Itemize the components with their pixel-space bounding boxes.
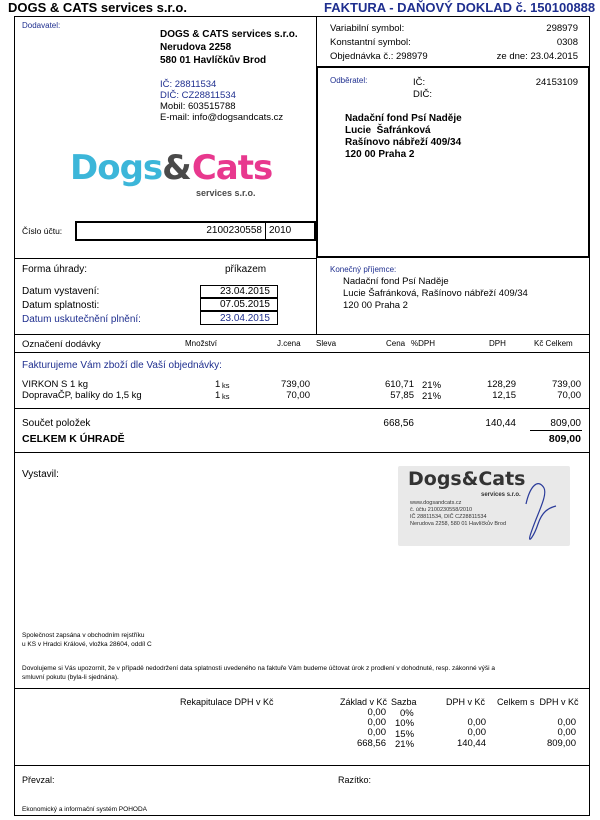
col-header-desc: Označení dodávky	[22, 339, 101, 350]
document-title: FAKTURA - DAŇOVÝ DOKLAD č. 150100888	[324, 0, 596, 15]
constant-symbol-value: 0308	[556, 37, 578, 48]
variable-symbol-label: Variabilní symbol:	[330, 23, 405, 34]
row-vat-pct: 21%	[422, 380, 442, 391]
recap-header-base: Základ v Kč	[340, 697, 388, 707]
row-qty: 1	[215, 379, 221, 390]
totals-bottom-line	[14, 452, 590, 453]
account-bank-code: 2010	[269, 225, 292, 236]
recap-rate: 15%	[395, 729, 415, 740]
taxable-date-label: Datum uskutečnění plnění:	[22, 314, 141, 325]
issue-date-label: Datum vystavení:	[22, 286, 100, 297]
account-box-divider	[265, 222, 266, 240]
row-unit: ks	[222, 381, 230, 390]
table-intro: Fakturujeme Vám zboží dle Vaší objednávky:	[22, 360, 222, 371]
customer-box	[316, 66, 590, 258]
payment-form-label: Forma úhrady:	[22, 264, 88, 275]
stamp-label: Razítko:	[338, 775, 372, 785]
sum-label: Součet položek	[22, 418, 91, 429]
customer-dic-label: DIČ:	[413, 89, 432, 100]
supplier-mobile: Mobil: 603515788	[160, 101, 236, 112]
recap-vat: 0,00	[467, 727, 486, 738]
row-price: 610,71	[384, 379, 414, 390]
col-header-price: Cena	[386, 339, 406, 348]
frame-left	[14, 16, 15, 815]
taxable-date-value: 23.04.2015	[219, 313, 270, 324]
final-recipient-name: Nadační fond Psí Naděje	[343, 276, 449, 287]
penalty-note-2: smluvní pokutu (byla-li sjednána).	[22, 674, 119, 681]
grand-total-value: 809,00	[548, 433, 581, 445]
recipient-divider	[316, 258, 317, 334]
issuer-label: Vystavil:	[22, 469, 59, 480]
account-label: Číslo účtu:	[22, 226, 63, 236]
customer-name: Nadační fond Psí Naděje	[345, 113, 462, 124]
customer-label: Odběratel:	[330, 76, 368, 85]
order-date: ze dne: 23.04.2015	[496, 51, 578, 62]
supplier-street: Nerudova 2258	[160, 42, 232, 53]
final-recipient-label: Konečný příjemce:	[330, 265, 397, 274]
issue-date-value: 23.04.2015	[219, 286, 270, 297]
row-vat-pct: 21%	[422, 391, 442, 402]
col-header-discount: Sleva	[316, 339, 337, 348]
order-number: Objednávka č.: 298979	[330, 51, 428, 62]
recap-rate: 0%	[400, 708, 414, 719]
recap-header-rate: Sazba	[391, 697, 417, 707]
recap-base: 0,00	[367, 707, 386, 718]
company-stamp	[398, 466, 570, 546]
row-vat: 128,29	[486, 379, 516, 390]
penalty-note-1: Dovolujeme si Vás upozornit, že v případě nedodržení data splatnosti uvedeného na faktuře Vám budeme účtovat úrok z prodlení v dohodnuté, resp. zákonné výši a	[22, 665, 495, 672]
row-total: 70,00	[557, 390, 581, 401]
row-desc: VIRKON S 1 kg	[22, 379, 88, 390]
supplier-ico: IČ: 28811534	[160, 79, 217, 90]
supplier-city: 580 01 Havlíčkův Brod	[160, 55, 267, 66]
col-header-qty: Množství	[185, 339, 218, 348]
company-logo	[70, 148, 273, 204]
customer-street: Rašínovo nábřeží 409/34	[345, 137, 462, 148]
recap-base: 668,56	[356, 738, 386, 749]
sum-vat: 140,44	[485, 418, 516, 429]
logo-ampersand: &	[162, 148, 192, 188]
recap-vat: 0,00	[467, 717, 486, 728]
final-recipient-city: 120 00 Praha 2	[343, 300, 408, 311]
company-title: DOGS & CATS services s.r.o.	[8, 0, 187, 15]
stamp-line-3: IČ 28811534, DIČ CZ28811534	[410, 514, 487, 520]
recap-bottom-line	[14, 765, 590, 766]
due-date-value: 07.05.2015	[219, 299, 270, 310]
row-vat: 12,15	[492, 390, 516, 401]
recap-total: 0,00	[557, 717, 576, 728]
row-unit-price: 739,00	[280, 379, 310, 390]
row-price: 57,85	[390, 390, 414, 401]
logo-subtitle: services s.r.o.	[196, 188, 256, 198]
supplier-name: DOGS & CATS services s.r.o.	[160, 29, 298, 40]
received-by-label: Převzal:	[22, 775, 55, 785]
recap-rate: 10%	[395, 718, 415, 729]
table-header-line	[14, 352, 590, 353]
recap-total: 0,00	[557, 727, 576, 738]
symbols-divider	[316, 16, 317, 66]
recap-base: 0,00	[367, 727, 386, 738]
row-unit: ks	[222, 392, 230, 401]
stamp-line-1: www.dogsandcats.cz	[410, 500, 462, 506]
row-qty: 1	[215, 390, 221, 401]
row-desc: DopravaČP, balíky do 1,5 kg	[22, 390, 142, 401]
recap-top-line	[14, 688, 590, 689]
recap-total: 809,00	[546, 738, 576, 749]
logo-cats-text: Cats	[191, 148, 273, 188]
frame-top	[14, 16, 590, 17]
col-header-unit-price: J.cena	[277, 339, 301, 348]
customer-city: 120 00 Praha 2	[345, 149, 415, 160]
customer-ico-value: 24153109	[535, 77, 578, 88]
variable-symbol-value: 298979	[546, 23, 578, 34]
col-header-vat-pct: %DPH	[411, 339, 436, 348]
system-note: Ekonomický a informační systém POHODA	[22, 806, 147, 813]
recap-header-total: Celkem s DPH v Kč	[497, 697, 579, 707]
supplier-email: E-mail: info@dogsandcats.cz	[160, 112, 284, 123]
recap-vat: 140,44	[456, 738, 486, 749]
sum-total: 809,00	[550, 418, 581, 429]
recap-rate: 21%	[395, 739, 415, 750]
items-bottom-line	[14, 408, 590, 409]
customer-person: Lucie Šafránková	[345, 125, 431, 136]
registry-note-1: Společnost zapsána v obchodním rejstříku	[22, 632, 145, 639]
row-unit-price: 70,00	[286, 390, 310, 401]
final-recipient-person: Lucie Šafránková, Rašínovo nábřeží 409/34	[343, 288, 528, 299]
col-header-vat: DPH	[489, 339, 506, 348]
row-total: 739,00	[551, 379, 581, 390]
stamp-dogs-text: Dogs	[408, 468, 462, 490]
stamp-line-2: č. účtu 2100230558/2010	[410, 507, 473, 513]
constant-symbol-label: Konstantní symbol:	[330, 37, 411, 48]
recap-header-vat: DPH v Kč	[446, 697, 486, 707]
account-number: 2100230558	[206, 225, 262, 236]
col-header-total: Kč Celkem	[534, 339, 573, 348]
stamp-subtitle: services s.r.o.	[481, 492, 521, 498]
due-date-label: Datum splatnosti:	[22, 300, 100, 311]
table-top-line	[14, 334, 590, 335]
supplier-label: Dodavatel:	[22, 21, 61, 30]
payment-form-value: příkazem	[225, 264, 267, 275]
recap-base: 0,00	[367, 717, 386, 728]
sum-price: 668,56	[383, 418, 414, 429]
customer-ico-label: IČ:	[413, 77, 426, 88]
logo-dogs-text: Dogs	[70, 148, 163, 188]
stamp-line-4: Nerudova 2258, 580 01 Havlíčkův Brod	[410, 521, 507, 527]
payment-top-line	[14, 258, 316, 259]
frame-bottom	[14, 815, 590, 816]
signature-scribble	[398, 466, 570, 546]
vat-recap-title: Rekapitulace DPH v Kč	[180, 697, 274, 707]
supplier-dic: DIČ: CZ28811534	[160, 90, 236, 101]
registry-note-2: u KS v Hradci Králové, vložka 28604, oddíl C	[22, 641, 152, 648]
grand-total-label: CELKEM K ÚHRADĚ	[22, 433, 125, 445]
stamp-cats-text: Cats	[478, 468, 526, 490]
grand-total-line	[530, 430, 582, 431]
stamp-ampersand: &	[461, 468, 479, 490]
